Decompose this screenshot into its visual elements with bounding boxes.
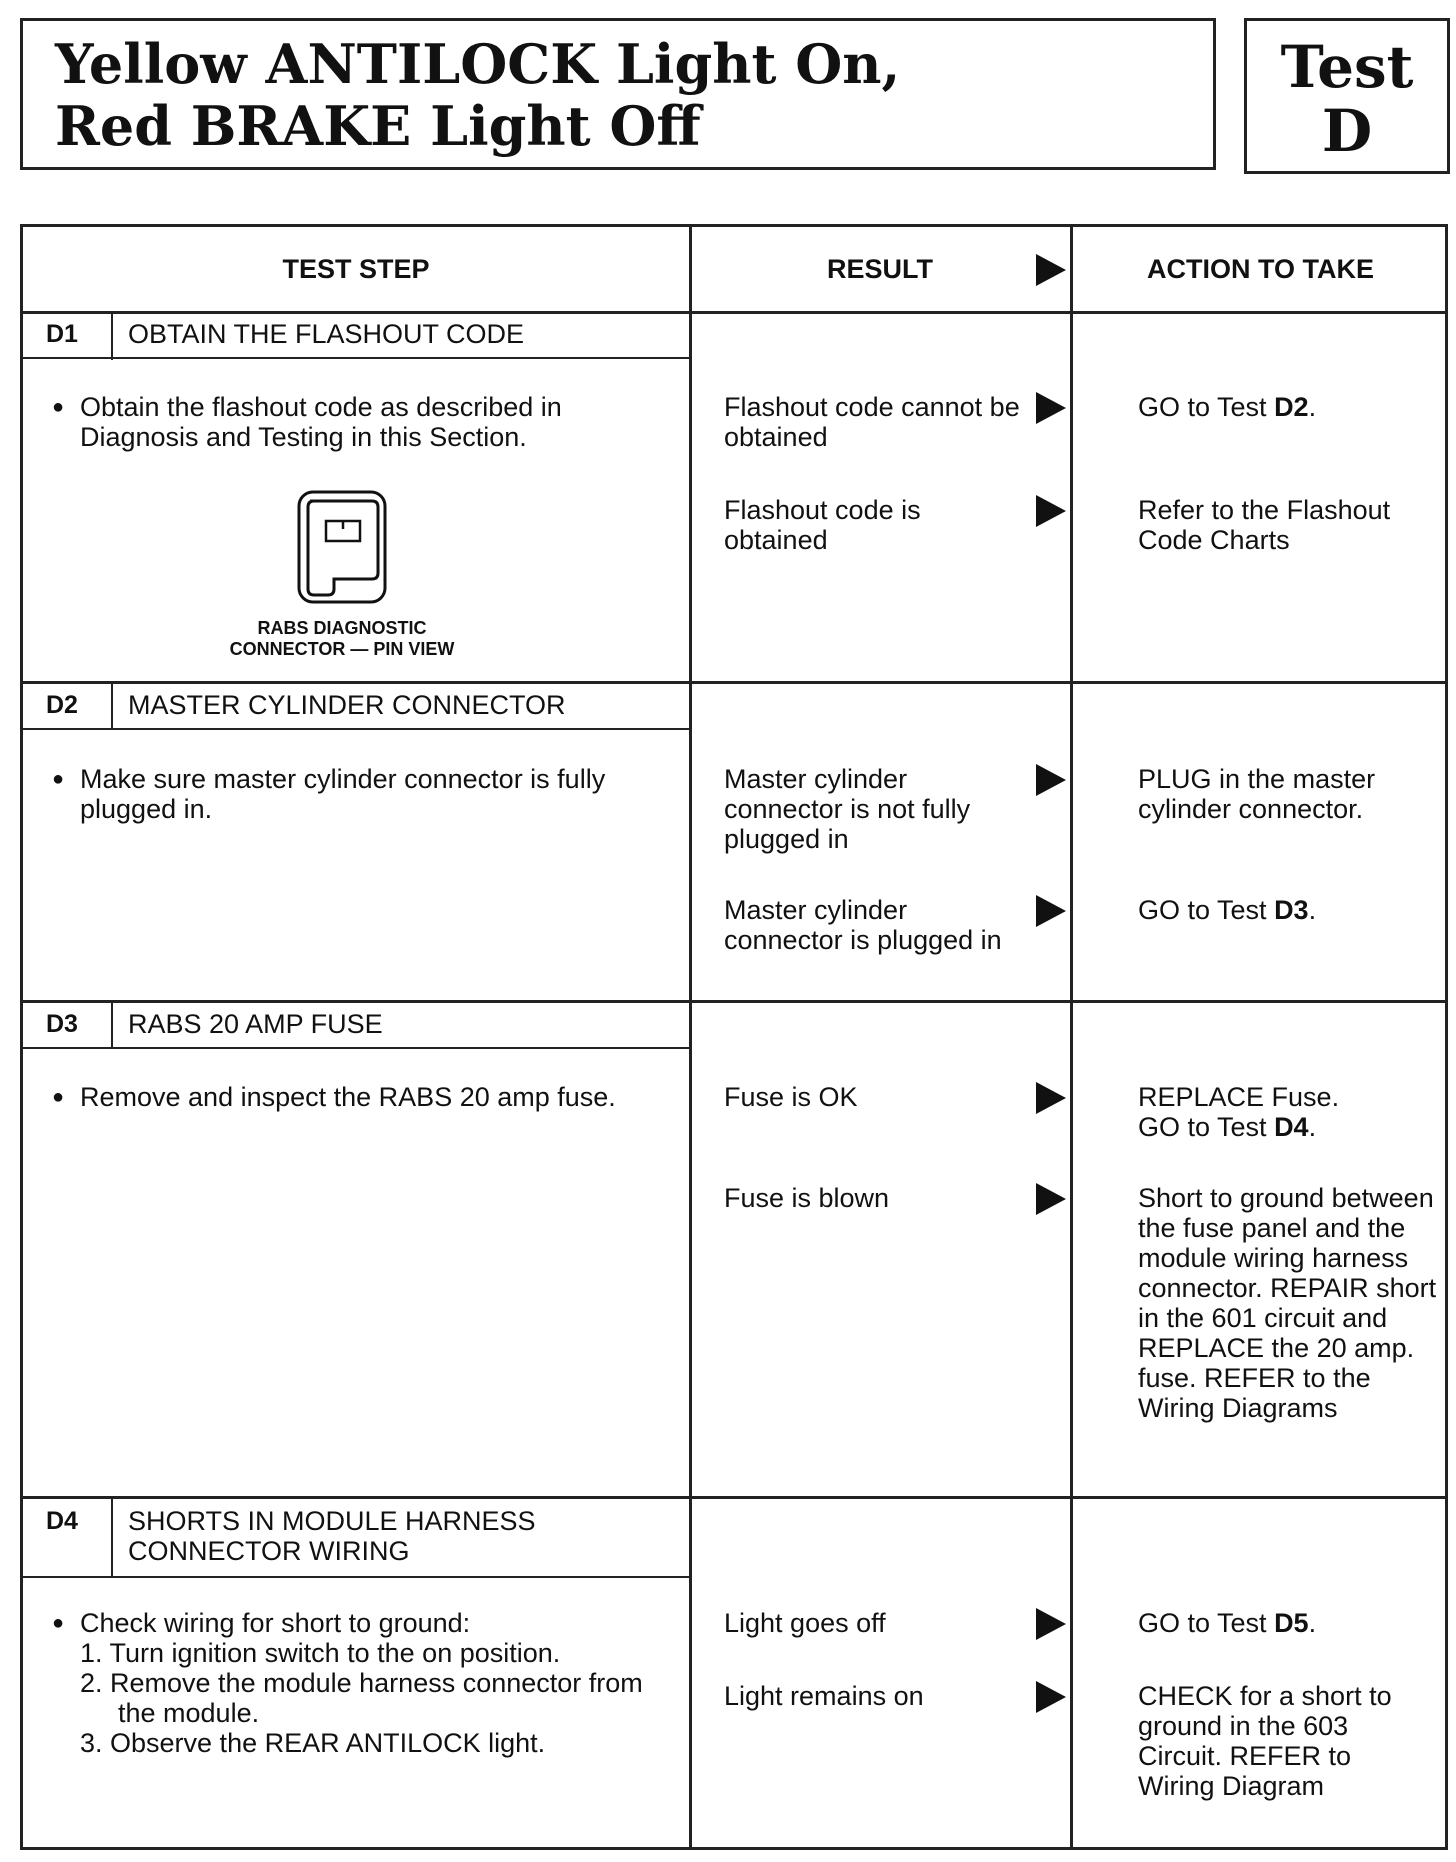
result-text: Flashout code cannot be obtained xyxy=(724,392,1020,452)
title-box xyxy=(20,18,1216,170)
step-id-divider xyxy=(111,313,113,360)
result-text: Fuse is OK xyxy=(724,1082,858,1112)
step-title-underline xyxy=(20,357,691,359)
figure-caption: RABS DIAGNOSTIC CONNECTOR — PIN VIEW xyxy=(229,618,455,659)
substep-item: 3. Observe the REAR ANTILOCK light. xyxy=(80,1728,546,1758)
column-header-result: RESULT xyxy=(827,254,933,284)
test-label: Test xyxy=(1280,33,1414,101)
result-text: Light remains on xyxy=(724,1681,924,1711)
result-text: Light goes off xyxy=(724,1608,886,1638)
result-text: Fuse is blown xyxy=(724,1183,890,1213)
action-text: CHECK for a short to ground in the 603 Circuit. REFER to Wiring Diagram xyxy=(1138,1681,1392,1801)
step-id: D3 xyxy=(46,1010,78,1038)
step-instruction: ● Obtain the flashout code as described in Diagnosis and Testing in this Section. xyxy=(52,392,680,452)
arrow-icon xyxy=(1036,392,1066,424)
step-title: SHORTS IN MODULE HARNESS CONNECTOR WIRING xyxy=(128,1506,536,1566)
action-text: Short to ground between the fuse panel and the module wiring harness connector. REPAIR short in the 601 circuit and REPLACE the 20 amp. fuse. REFER to the Wiring Diagrams xyxy=(1138,1183,1437,1423)
step-id-divider xyxy=(111,1498,113,1578)
step-divider xyxy=(20,1000,1448,1003)
step-id: D1 xyxy=(46,320,78,348)
step-title-underline xyxy=(20,728,691,730)
result-text: Master cylinder connector is not fully plugged in xyxy=(724,764,971,854)
title-line-2: Red BRAKE Light Off xyxy=(55,94,701,158)
action-text: GO to Test D2. xyxy=(1138,392,1317,422)
step-title-underline xyxy=(20,1576,691,1578)
action-text: Refer to the Flashout Code Charts xyxy=(1138,495,1391,555)
step-instruction: ● Make sure master cylinder connector is fully plugged in. xyxy=(52,764,690,824)
step-instruction: ● Check wiring for short to ground: xyxy=(52,1608,680,1638)
step-instruction: ● Remove and inspect the RABS 20 amp fuse. xyxy=(52,1082,710,1112)
step-title-underline xyxy=(20,1047,691,1049)
substep-list xyxy=(80,1638,660,1758)
arrow-icon xyxy=(1036,1681,1066,1713)
header-divider xyxy=(20,311,1448,314)
test-label-box xyxy=(1244,18,1450,174)
action-text: GO to Test D5. xyxy=(1138,1608,1317,1638)
substep-item: 1. Turn ignition switch to the on position. xyxy=(80,1638,561,1668)
column-divider xyxy=(689,224,692,1850)
arrow-icon xyxy=(1036,895,1066,927)
arrow-icon xyxy=(1036,1082,1066,1114)
arrow-icon xyxy=(1036,1608,1066,1640)
arrow-icon xyxy=(1036,495,1066,527)
step-title: RABS 20 AMP FUSE xyxy=(128,1009,383,1039)
column-divider xyxy=(1070,224,1073,1850)
column-header-action: ACTION TO TAKE xyxy=(1147,254,1374,284)
title-line-1: Yellow ANTILOCK Light On, xyxy=(55,32,901,96)
step-title: MASTER CYLINDER CONNECTOR xyxy=(128,690,566,720)
arrow-icon xyxy=(1036,1183,1066,1215)
arrow-icon xyxy=(1036,254,1066,286)
action-text: REPLACE Fuse. GO to Test D4. xyxy=(1138,1082,1340,1142)
substep-item: 2. Remove the module harness connector from the module. xyxy=(80,1668,643,1728)
rabs-connector-icon xyxy=(296,489,390,607)
step-id-divider xyxy=(111,683,113,730)
result-text: Flashout code is obtained xyxy=(724,495,921,555)
step-title: OBTAIN THE FLASHOUT CODE xyxy=(128,319,525,349)
arrow-icon xyxy=(1036,764,1066,796)
step-id-divider xyxy=(111,1002,113,1049)
step-id: D2 xyxy=(46,691,78,719)
result-text: Master cylinder connector is plugged in xyxy=(724,895,1002,955)
step-divider xyxy=(20,681,1448,684)
step-id: D4 xyxy=(46,1507,78,1535)
action-text: GO to Test D3. xyxy=(1138,895,1317,925)
action-text: PLUG in the master cylinder connector. xyxy=(1138,764,1376,824)
page-title xyxy=(55,33,900,157)
test-letter: D xyxy=(1321,97,1373,165)
column-header-test-step: TEST STEP xyxy=(282,254,430,284)
step-divider xyxy=(20,1496,1448,1499)
